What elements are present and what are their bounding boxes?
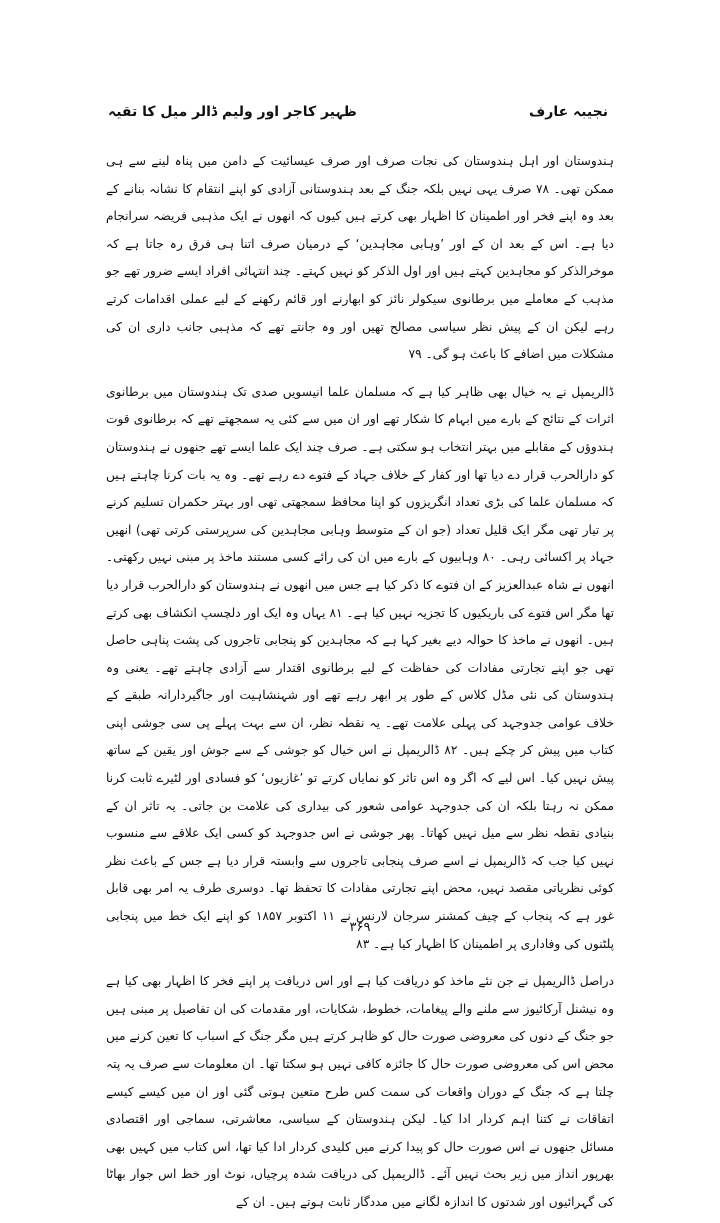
header-author: نجیبہ عارف bbox=[529, 104, 608, 120]
body-text bbox=[106, 148, 614, 1223]
paragraph: ہندوستان اور اہل ہندوستان کی نجات صرف اور صرف عیسائیت کے دامن میں پناہ لینے سے ہی ممکن تھی۔ ۷۸ صرف یہی نہیں بلکہ جنگ کے بعد ہندوستانی آزادی کو اپنے انتقام کا نشانہ بنانے کے بعد وہ اپنے فخر اور اطمینان کا اظہار بھی کرتے ہیں کیوں کہ انھوں نے ایک مذہبی فریضہ سرانجام دیا ہے۔ اس کے بعد ان کے اور ’وہابی مجاہدین‘ کے درمیان صرف اتنا ہی فرق رہ جاتا ہے کہ موخرالذکر کو مجاہدین کہتے ہیں اور اول الذکر کو نہیں کہتے۔ چند انتہائی افراد ایسے ضرور تھے جو مذہب کے معاملے میں برطانوی سیکولر نائز کو ابھارنے اور قائم رکھنے کے لیے عملی اقدامات کرتے رہے لیکن ان کے پیش نظر سیاسی مصالح تھیں اور وہ جانتے تھے کہ مذہبی جانب داری ان کی مشکلات میں اضافے کا باعث ہو گی۔ ۷۹ bbox=[106, 154, 614, 362]
running-header bbox=[108, 104, 608, 120]
paragraph: دراصل ڈالریمپل نے جن نئے ماخذ کو دریافت کیا ہے اور اس دریافت پر اپنے فخر کا اظہار بھی کیا ہے وہ نیشنل آرکائیوز سے ملنے والے پیغامات، خطوط، شکایات، اور مقدمات کی ان تفاصیل پر مبنی ہیں جو جنگ کے دنوں کی معروضی صورت حال کو ظاہر کرتے ہیں مگر جنگ کے اسباب کا تعین کرنے میں محض اس کی معروضی صورت حال کا جائزہ کافی نہیں ہو سکتا تھا۔ ان معلومات سے صرف یہ پتہ چلتا ہے کہ جنگ کے دوران واقعات کی سمت کس طرح متعین ہوتی گئی اور ان میں کیسے کیسے اتفاقات نے کتنا اہم کردار ادا کیا۔ لیکن ہندوستان کے سیاسی، معاشرتی، سماجی اور اقتصادی مسائل جنھوں نے اس صورت حال کو پیدا کرنے میں کلیدی کردار ادا کیا تھا، اس کتاب میں کہیں بھی بھرپور انداز میں زیر بحث نہیں آئے۔ ڈالریمپل کی دریافت شدہ پرچیاں، نوٹ اور خط اس جوار بھاٹا کی گہرائیوں اور شدتوں کا اندازہ لگانے میں مددگار ثابت ہوتے ہیں۔ ان کے bbox=[106, 974, 614, 1209]
paragraph: ڈالریمپل نے یہ خیال بھی ظاہر کیا ہے کہ مسلمان علما انیسویں صدی تک ہندوستان میں برطانوی اثرات کے نتائج کے بارے میں ابہام کا شکار تھے اور ان میں سے کئی یہ سمجھتے تھے کہ برطانوی قوت ہندوؤں کے مقابلے میں بہتر انتخاب ہو سکتی ہے۔ صرف چند ایک علما ایسے تھے جنھوں نے ہندوستان کو دارالحرب قرار دے دیا تھا اور کفار کے خلاف جہاد کے فتوے دے رہے تھے۔ وہ یہ بات کرنا چاہتے ہیں کہ مسلمان علما کی بڑی تعداد انگریزوں کو اپنا محافظ سمجھتی تھی اور بہتر حکمران تسلیم کرنے پر تیار تھی مگر ایک قلیل تعداد (جو ان کے متوسط وہابی مجاہدین کی سرپرستی کرتی تھی) انھیں جہاد پر اکسائی رہی۔ ۸۰ وہابیوں کے بارے میں ان کی رائے کسی مستند ماخذ پر مبنی نہیں رکھتی۔ انھوں نے شاہ عبدالعزیز کے ان فتوے کا ذکر کیا ہے جس میں انھوں نے ہندوستان کو دارالحرب قرار دیا تھا مگر اس فتوے کی باریکیوں کا تجزیہ نہیں کیا ہے۔ ۸۱ یہاں وہ ایک اور دلچسپ انکشاف بھی کرتے ہیں۔ انھوں نے ماخذ کا حوالہ دیے بغیر کہا ہے کہ مجاہدین کو پنجابی تاجروں کی پشت پناہی حاصل تھی جو اپنے تجارتی مفادات کی حفاظت کے لیے برطانوی اقتدار سے آزادی چاہتے تھے۔ یعنی وہ ہندوستان کی نئی مڈل کلاس کے طور پر ابھر رہے تھے اور شہنشاہیت اور جاگیردارانہ طبقے کے خلاف عوامی جدوجہد کی پہلی علامت تھے۔ یہ نقطہ نظر، ان سے بہت پہلے پی سی جوشی اپنی کتاب میں پیش کر چکے ہیں۔ ۸۲ ڈالریمپل نے اس خیال کو جوشی کے سے جوش اور یقین کے ساتھ پیش نہیں کیا۔ اس لیے کہ اگر وہ اس تاثر کو نمایاں کرتے تو ’غازیوں‘ کو فسادی اور لٹیرے ثابت کرنا ممکن نہ رہتا بلکہ ان کی جدوجہد عوامی شعور کی بیداری کی علامت بن جاتی۔ یہ تاثر ان کے بنیادی نقطہ نظر سے میل نہیں کھاتا۔ پھر جوشی نے اس جدوجہد کو کسی ایک علاقے سے منسوب نہیں کیا جب کہ ڈالریمپل نے اسے صرف پنجابی تاجروں سے وابستہ قرار دیا ہے جس کے باعث نظر کوئی نظریاتی مقصد نہیں، محض اپنے تجارتی مفادات کا تحفظ تھا۔ دوسری طرف یہ امر بھی قابل غور ہے کہ پنجاب کے چیف کمشنر سرجان لارنس نے ۱۱ اکتوبر ۱۸۵۷ کو اپنے ایک خط میں پنجابی پلٹنوں کی وفاداری پر اطمینان کا اظہار کیا ہے۔ ۸۳ bbox=[106, 384, 615, 951]
page-number: ۳۶۹ bbox=[349, 920, 371, 935]
header-title: ظہیر کاجر اور ولیم ڈالر میل کا تقیہ bbox=[108, 104, 357, 120]
